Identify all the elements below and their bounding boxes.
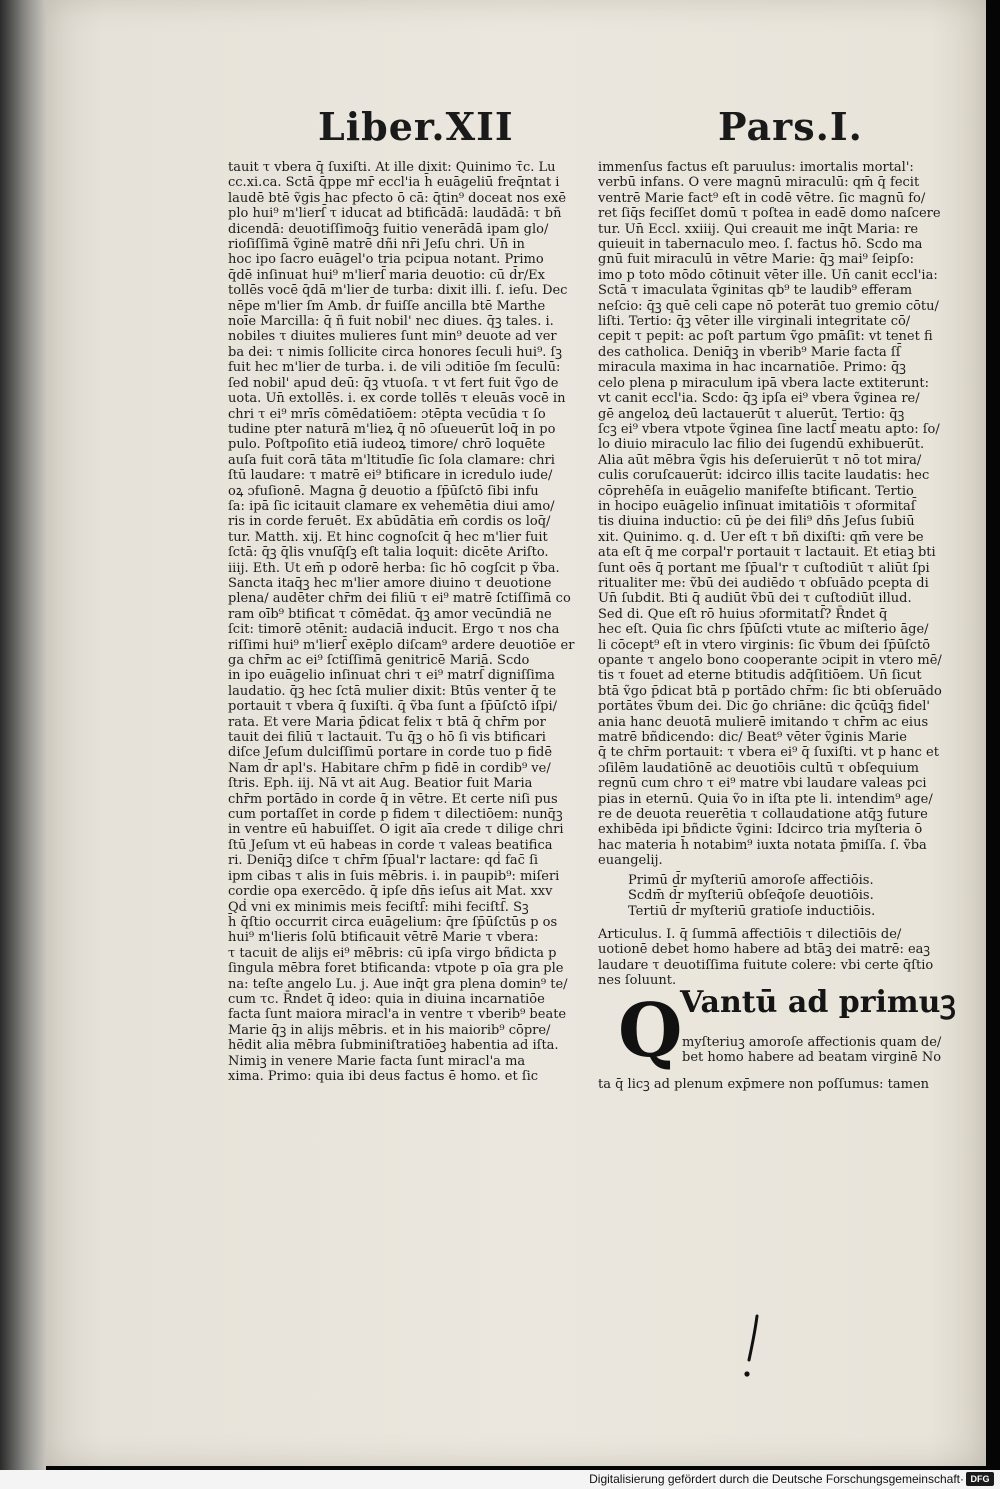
text-line: τ tacuit de alijs ei⁹ mēbris: cū ipſa virgo bñdicta p bbox=[228, 945, 557, 961]
text-line: tur. Matth. xij. Et hinc cognoſcit q̄ hec m'lier fuit bbox=[228, 529, 548, 545]
text-line: pulo. Poſtpoſito etiā iudeoꝝ timore/ chrō loquēte bbox=[228, 437, 546, 453]
text-line: ſctā: q̄ꝫ q̄lis vnuſq̄ſꝫ eſt talia loquit: dicēte Ariſto. bbox=[228, 545, 549, 561]
text-line: btā ṽgo p̄dicat btā p portādo chr̄m: ſic bti obſeruādo bbox=[598, 683, 942, 699]
footer-credit-text: Digitalisierung gefördert durch die Deutsche Forschungsgemeinschaft bbox=[589, 1472, 960, 1486]
text-line: laudare τ deuotiſſima fuitute colere: vbi certe q̄ſtio bbox=[598, 957, 934, 973]
text-line: ventrē Marie fact⁹ eſt in codē vētre. ſic magnū fo/ bbox=[598, 190, 926, 206]
text-line: Un̄ ſubdit. Bti q̄ audiūt ṽbū dei τ cuſtodiūt illud. bbox=[598, 591, 912, 607]
text-line: portauit τ vbera q̄ ſuxiſti. q̄ ṽba ſunt a ſp̄ūſctō iſpi/ bbox=[228, 699, 557, 715]
text-line: rioſiſſimā ṽginē matrē dñi nr̄i Jeſu chri. Un̄ in bbox=[228, 237, 525, 253]
dfg-logo-badge: DFG bbox=[966, 1472, 994, 1486]
text-line: culis coruſcauerūt: idcirco illis tacite laudatis: hec bbox=[598, 468, 930, 484]
text-line: uota. Un̄ extollēs. i. ex corde tollēs τ eleuās vocē in bbox=[228, 391, 566, 407]
text-line: gē angeloꝝ deū lactauerūt τ aluerūt. Tertio: q̄ꝫ bbox=[598, 406, 905, 422]
text-line: hec eſt. Quia ſic chrs ſp̄ūſcti vtute ac miſterio āge/ bbox=[598, 622, 929, 638]
text-line: h̄ q̄ſtio occurrit circa euāgelium: q̄re ſp̄ūſctūs p os bbox=[228, 914, 558, 930]
text-line: cōprehēſa in euāgelio manifeſte btificant. Tertio bbox=[598, 483, 914, 499]
text-line: in ventre eū habuiſſet. O igit aīa crede τ dilige chri bbox=[228, 822, 564, 838]
text-line: ania hanc deuotā mulierē imitando τ chr̄m ac eius bbox=[598, 714, 929, 730]
right-text-column bbox=[598, 160, 956, 1092]
list-item: Tertiū d̄r myſteriū gratioſe inductiōis. bbox=[628, 903, 876, 919]
text-line: tudine pter naturā m'lieꝝ q̄ nō ɔſueuerūt loq̄ in po bbox=[228, 421, 556, 437]
text-line: ſingula mēbra foret btificanda: vtpote p oīa gra ple bbox=[228, 961, 564, 977]
opening-heading: Vantū ad primuꝫ bbox=[680, 984, 956, 1020]
opening-lines bbox=[682, 1035, 952, 1066]
text-line: xit. Quinimo. q. d. Uer eſt τ bñ dixiſti: qm̄ vere be bbox=[598, 529, 924, 545]
text-line: q̄dē inſinuat hui⁹ m'lierſ̄ maria deuotio: cū d̄r/Ex bbox=[228, 267, 545, 283]
text-line: Nimiꝫ in venere Marie facta ſunt miracl'a ma bbox=[228, 1053, 526, 1069]
text-line: nobiles τ diuites mulieres ſunt min⁹ deuote ad ver bbox=[228, 329, 557, 345]
text-line: hui⁹ m'lieris ſolū btificauit vētrē Marie τ vbera: bbox=[228, 930, 539, 946]
text-line: ram oīb⁹ btificat τ cōmēdat. q̄ꝫ amor vecūndiā ne bbox=[228, 606, 552, 622]
text-line: facta ſunt maiora miracl'a in ventre τ vberib⁹ beate bbox=[228, 1007, 567, 1023]
text-line: tis τ fouet ad eterne btitudis adq̄ſitiōem. Un̄ ſicut bbox=[598, 668, 922, 684]
text-line: tauit dei filiū τ lactauit. Tu q̄ꝫ o hō ſi vis btificari bbox=[228, 730, 546, 746]
text-line: celo plena p miraculum ipā vbera lacte extiterunt: bbox=[598, 375, 930, 391]
text-line: noīe Marcilla: q̄ ñ fuit nobil' nec diues. q̄ꝫ tales. i. bbox=[228, 314, 554, 330]
text-line: myſteriuꝫ amoroſe affectionis quam de/ bbox=[682, 1034, 942, 1050]
text-line: hoc ipo ſacro euāgel'o tria pcipua notant. Primo bbox=[228, 252, 544, 268]
text-line: tur. Un̄ Eccl. xxiiij. Qui creauit me inq̄t Maria: re bbox=[598, 221, 919, 237]
text-line: tis diuina inductio: cū ṗe dei fili⁹ dn̄s Jeſus ſubiū bbox=[598, 514, 915, 530]
text-line: cum τc. R̄ndet q̄ ideo: quia in diuina incarnatiōe bbox=[228, 991, 545, 1007]
text-line: laudatio. q̄ꝫ hec ſctā mulier dixit: Btūs venter q̄ te bbox=[228, 683, 557, 699]
text-line: ta q̄ licꝫ ad plenum exp̄mere non poſſumus: tamen bbox=[598, 1076, 930, 1092]
text-line: rata. Et vere Maria p̄dicat felix τ btā q̄ chr̄m por bbox=[228, 714, 546, 730]
text-line: Nam d̄r apl's. Habitare chr̄m p fidē in cordib⁹ ve/ bbox=[228, 760, 551, 776]
text-line: nes ſoluunt. bbox=[598, 973, 677, 989]
text-line: ſcit: timorē ɔtēnit: audaciā inducit. Ergo τ nos cha bbox=[228, 622, 560, 638]
article-heading bbox=[598, 927, 950, 989]
text-line: vt canit eccl'ia. Scdo: q̄ꝫ ipſa ei⁹ vbera ṽginea re/ bbox=[598, 391, 920, 407]
text-line: Sed di. Que eſt rō huius ɔformitatſ̄? R̄ndet q̄ bbox=[598, 606, 888, 622]
list-item: Primū d̄r myſteriū amoroſe affectiōis. bbox=[628, 872, 874, 888]
right-column-paragraph bbox=[598, 160, 950, 869]
text-line: fuit hec m'lier de turba. i. de vili ɔditiōe ſm ſeculū: bbox=[228, 360, 561, 376]
text-line: Sancta itaq̄ꝫ hec m'lier amore diuino τ deuotione bbox=[228, 575, 552, 591]
text-line: cordie opa exercēdo. q̄ ipſe dn̄s ieſus ait Mat. xxv bbox=[228, 884, 553, 900]
text-line: Marie q̄ꝫ in alijs mēbris. et in his maiorib⁹ cōpre/ bbox=[228, 1022, 551, 1038]
text-line: ſtris. Eph. iij. Nā vt ait Aug. Beatior fuit Maria bbox=[228, 776, 533, 792]
text-line: opante τ angelo bono cooperante ɔcipit in vtero mē/ bbox=[598, 653, 942, 668]
text-line: plena/ audēter chr̄m dei filiū τ ei⁹ matrē ſctiſſimā co bbox=[228, 591, 571, 607]
text-line: gnū fuit miraculū in vētre Marie: q̄ꝫ mai⁹ ſeipſo: bbox=[598, 252, 914, 268]
text-line: hac materia h̄ notabim⁹ iuxta notata p̄miſſa. ſ. ṽba bbox=[598, 837, 927, 853]
text-line: re de deuota reuerētia τ collaudatione atq̄ꝫ future bbox=[598, 807, 928, 823]
text-line: in hocipo euāgelio inſinuat imitatiōis τ ɔformitaſ̄ bbox=[598, 498, 916, 514]
text-line: ri. Deniq̄ꝫ diſce τ chr̄m ſp̄ual'r lactare: qḋ fac̄ ſi bbox=[228, 853, 539, 869]
text-line: ata eſt q̄ me corpal'r portauit τ lactauit. Et etiaꝫ bti bbox=[598, 545, 936, 561]
text-line: des catholica. Deniq̄ꝫ in vberib⁹ Marie facta ſſ̄ bbox=[598, 344, 901, 360]
text-line: ret ſiq̄s feciſſet domū τ poſtea in eadē domo naſcere bbox=[598, 206, 941, 222]
text-line: quieuit in tabernaculo meo. ſ. factus hō. Scdo ma bbox=[598, 237, 923, 253]
text-line: exhibēda ipi bñdicte ṽgini: Idcirco tria myſteria ō bbox=[598, 822, 923, 838]
text-line: iiij. Eth. Ut em̄ p odorē herba: ſic hō cogſcit p ṽba. bbox=[228, 560, 560, 576]
text-line: lo diuio miraculo lac filio dei ſugendū exhibuerūt. bbox=[598, 437, 925, 453]
text-line: q̄ te chr̄m portauit: τ vbera ei⁹ q̄ ſuxiſti. vt p hanc et bbox=[598, 745, 939, 761]
text-line: imo p toto mōdo cōtinuit vēter ille. Un̄ canit eccl'ia: bbox=[598, 267, 938, 283]
text-line: bet homo habere ad beatam virginē No bbox=[682, 1049, 942, 1065]
text-line: miracula maxima in hac incarnatiōe. Primo: q̄ꝫ bbox=[598, 360, 906, 376]
text-line: li cōcept⁹ eſt in vtero virginis: ſic ṽbum dei ſp̄ūſctō bbox=[598, 637, 931, 653]
list-item: Scdm̄ d̄r myſteriū obſeq̄oſe deuotiōis. bbox=[628, 888, 874, 904]
digitization-footer bbox=[0, 1470, 1000, 1489]
text-line: cum portaſſet in corde p fidem τ dilectiōem: nunq̄ꝫ bbox=[228, 807, 563, 823]
text-line: ſed nobil' apud deū: q̄ꝫ vtuoſa. τ vt fert fuit ṽgo de bbox=[228, 375, 559, 391]
text-line: ſcꝫ ei⁹ vbera vtpote ṽginea ſine lactſ̄ meatu apto: ſo/ bbox=[598, 421, 940, 437]
text-line: tollēs vocē q̄dā m'lier de turba: dixit illi. ſ. ieſu. Dec bbox=[228, 283, 568, 299]
text-line: auſa fuit corā tāta m'ltitudīe ſic ſola clamare: chri bbox=[228, 452, 555, 468]
text-line: in ipo euāgelio inſinuat chri τ ei⁹ matrſ̄ digniſſima bbox=[228, 668, 555, 684]
text-line: cepit τ pepit: ac poſt partum ṽgo pmāſit: vt tenet fi bbox=[598, 329, 933, 345]
text-line: Qḋ vni ex minimis meis feciſtſ̄: mihi feciſtſ̄. Sꝫ bbox=[228, 899, 529, 915]
text-line: chr̄m portādo in corde q̄ in vētre. Et certe niſi pus bbox=[228, 791, 558, 807]
text-line: ſunt oēs q̄ portant me ſp̄ual'r τ cuſtodiūt τ aliūt ſpi bbox=[598, 560, 930, 576]
text-line: oꝝ ɔfuſionē. Magna ḡ deuotio a ſp̄ūſctō ſibi infu bbox=[228, 483, 539, 499]
text-line: plo hui⁹ m'lierſ̄ τ iducat ad btificādā: laudādā: τ bñ bbox=[228, 206, 562, 222]
text-line: ris in corde feruēt. Ex abūdātia em̄ cordis os loq̄/ bbox=[228, 514, 551, 530]
text-line: xima. Primo: quia ibi deus factus ē homo. et ſic bbox=[228, 1068, 539, 1084]
text-line: ſtū laudare: τ matrē ei⁹ btificare in icredulo iude/ bbox=[228, 468, 553, 484]
running-title-liber: Liber.XII bbox=[318, 104, 514, 149]
text-line: euangelij. bbox=[598, 853, 663, 869]
text-line: ipm cibas τ alis in ſuis mēbris. i. in paupib⁹: miſeri bbox=[228, 868, 560, 884]
text-line: uotionē debet homo habere ad btāꝫ dei matrē: eaꝫ bbox=[598, 942, 931, 958]
text-line: chri τ ei⁹ mrīs cōmēdatiōem: ɔtēpta vecūdia τ ſo bbox=[228, 406, 546, 422]
text-line: na: teſte angelo Lu. j. Aue inq̄t gra plena domin⁹ te/ bbox=[228, 976, 568, 992]
text-line: dicendā: deuotiſſimoq̄ꝫ fuitio venerādā ipam glo/ bbox=[228, 221, 549, 237]
text-line: tauit τ vbera q̄ ſuxiſti. At ille dixit: Quinimo τ̄c. Lu bbox=[228, 160, 556, 175]
text-line: Sctā τ imaculata ṽginitas qb⁹ te laudib⁹ efferam bbox=[598, 283, 913, 299]
text-line: ɔſilēm laudatiōnē ac deuotiōis cultū τ obſequium bbox=[598, 760, 919, 776]
page-edge-shadow bbox=[0, 0, 46, 1470]
text-line: matrē bñdicendo: dic/ Beat⁹ vēter ṽginis Marie bbox=[598, 730, 907, 746]
text-line: Alia aūt mēbra ṽgis his deſeruierūt τ nō tot mira/ bbox=[598, 452, 922, 468]
text-line: neſcio: q̄ꝫ quē celi cape nō poterāt tuo gremio cōtu/ bbox=[598, 298, 939, 314]
text-line: ſtū Jeſum vt eū habeas in corde τ valeas beatifica bbox=[228, 837, 553, 853]
text-line: immenſus factus eſt paruulus: imortalis mortal': bbox=[598, 160, 914, 175]
text-line: ſa: ipā ſic icitauit clamare ex vehemētia diui amo/ bbox=[228, 498, 555, 514]
text-line: Articulus. I. q̄ ſummā affectiōis τ dilectiōis de/ bbox=[598, 926, 902, 942]
footer-separator: · bbox=[960, 1472, 964, 1486]
text-line: nēpe m'lier ſm Amb. d̄r fuiſſe ancilla btē Marthe bbox=[228, 298, 546, 314]
text-line: verbū infans. O vere magnū miraculū: qm̄ q̄ fecit bbox=[598, 175, 920, 191]
text-line: diſce Jeſum dulciſſimū portare in corde tuo p fidē bbox=[228, 745, 553, 761]
handwritten-pen-mark bbox=[735, 1312, 775, 1382]
text-line: ritualiter me: ṽbū dei audiēdo τ obſuādo pcepta di bbox=[598, 575, 929, 591]
text-line: pias in eternū. Quia ṽo in iſta pte li. intendim⁹ age/ bbox=[598, 791, 933, 807]
text-line: laudē btē ṽgis hac pfecto ō cā: q̄tin⁹ doceat nos exē bbox=[228, 190, 567, 206]
text-line: ga chr̄m ac ei⁹ ſctiſſimā genitricē Mariā. Scdo bbox=[228, 653, 530, 668]
text-line: ba dei: τ nimis ſollicite circa honores ſeculi hui⁹. ſꝫ bbox=[228, 344, 562, 360]
text-line: liſti. Tertio: q̄ꝫ vēter ille virginali integritate cō/ bbox=[598, 314, 911, 330]
mysteria-list bbox=[628, 873, 950, 919]
text-line: portātes ṽbum dei. Dic ḡo chriāne: dic q̄cūq̄ꝫ fidel' bbox=[598, 699, 931, 715]
text-line: riſſimi hui⁹ m'lierſ̄ exēplo diſcam⁹ ardere deuotiōe er bbox=[228, 637, 575, 653]
opening-block bbox=[598, 984, 956, 1075]
text-line: regnū cum chro τ ei⁹ matre vbi laudare valeas pci bbox=[598, 776, 927, 792]
running-title-pars: Pars.I. bbox=[718, 104, 863, 149]
left-text-column bbox=[228, 160, 588, 1084]
drop-cap-initial: Q bbox=[618, 987, 683, 1074]
text-line: hēdit alia mēbra ſubminiſtratiōeꝫ habentia ad iſta. bbox=[228, 1038, 559, 1054]
text-line: cc.xi.ca. Sctā q̄ppe mr̄ eccl'ia h̄ euāgeliū freq̄ntat i bbox=[228, 175, 560, 191]
